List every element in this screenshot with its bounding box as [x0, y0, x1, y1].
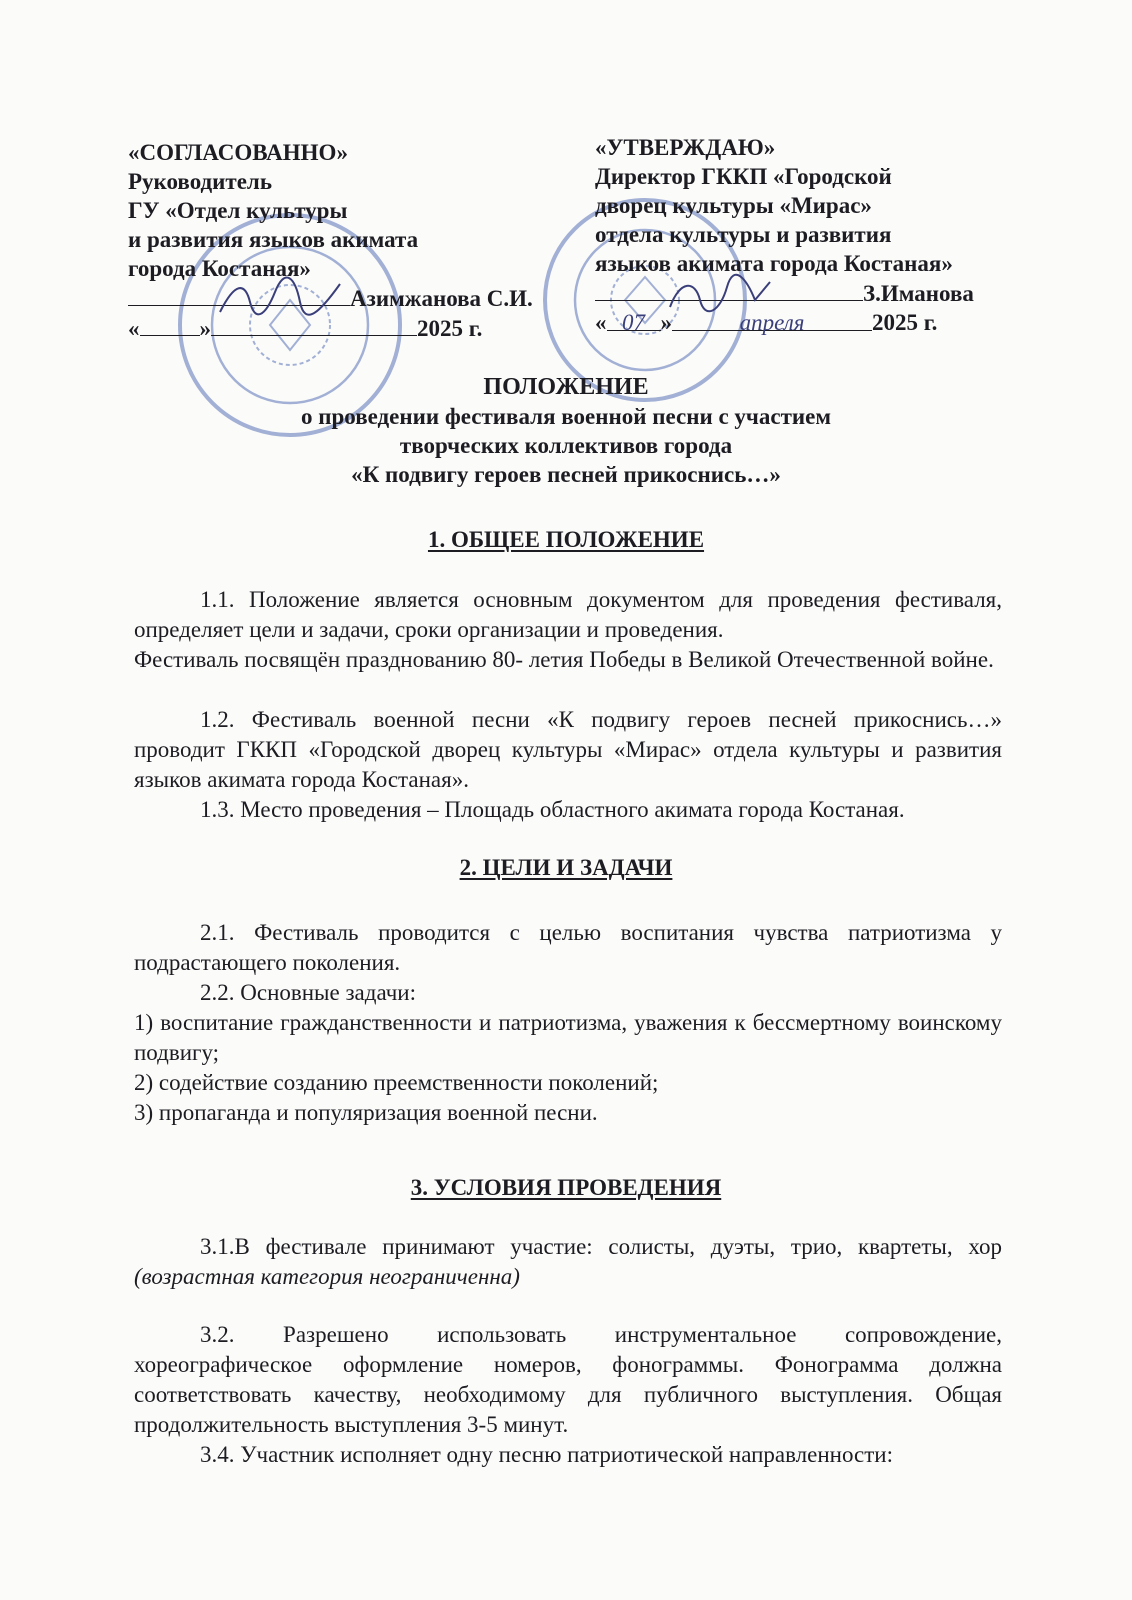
document-title-line-3: «К подвигу героев песней прикоснись…» [351, 462, 781, 487]
signature-left [215, 272, 345, 322]
section-2-heading: 2. ЦЕЛИ И ЗАДАЧИ [459, 855, 673, 880]
approval-right-line-2: Директор ГККП «Городской [595, 164, 892, 189]
approval-right-line-4: отдела культуры и развития [595, 222, 892, 247]
approval-right-line-3: дворец культуры «Мирас» [595, 193, 872, 218]
paragraph-3-1 [134, 1232, 1002, 1292]
list-item-2-1: 1) воспитание гражданственности и патриотизма, уважения к бессмертному воинскому подвигу; [134, 1010, 1002, 1065]
approval-right-date-line [595, 308, 1015, 337]
approval-right-date-year: 2025 г. [872, 310, 938, 335]
list-item-2-3: 3) пропаганда и популяризация военной песни. [134, 1100, 598, 1125]
paragraph-3-1-italic: (возрастная категория неограниченна) [134, 1264, 520, 1289]
paragraph-3-1-text: 3.1.В фестивале принимают участие: солисты, дуэты, трио, квартеты, хор [200, 1234, 1002, 1259]
section-3-heading: 3. УСЛОВИЯ ПРОВЕДЕНИЯ [410, 1175, 722, 1200]
approval-left-line-3: ГУ «Отдел культуры [128, 198, 348, 223]
paragraph-3-2: 3.2. Разрешено использовать инструментальное сопровождение, хореографическое оформление номеров, фонограммы. Фонограмма должна соответствовать качеству, необходимому для публичного выступления. Общая продолжительность выступления 3-5 минут. [134, 1322, 1002, 1437]
section-1-heading: 1. ОБЩЕЕ ПОЛОЖЕНИЕ [427, 527, 705, 552]
approval-block-right [595, 133, 1015, 337]
approval-left-signer: Азимжанова С.И. [350, 286, 533, 311]
approval-right-line-5: языков акимата города Костаная» [595, 251, 953, 276]
approval-left-line-2: Руководитель [128, 169, 272, 194]
document-title-line-2: творческих коллективов города [399, 433, 733, 458]
paragraph-3-4: 3.4. Участник исполняет одну песню патриотической направленности: [200, 1442, 894, 1467]
approval-left-line-1: «СОГЛАСОВАННО» [128, 140, 348, 165]
approval-right-line-1: «УТВЕРЖДАЮ» [595, 135, 776, 160]
paragraph-2-2: 2.2. Основные задачи: [200, 980, 417, 1005]
date-close-quote: » [660, 310, 672, 335]
paragraph-1-3: 1.3. Место проведения – Площадь областного акимата города Костаная. [200, 797, 905, 822]
approval-left-date-year: 2025 г. [417, 316, 483, 341]
document-title-line-1: о проведении фестиваля военной песни с участием [300, 404, 832, 429]
date-open-quote: « [128, 316, 140, 341]
paragraph-1-1b: Фестиваль посвящён празднованию 80- летия Победы в Великой Отечественной войне. [134, 647, 994, 672]
document-title [0, 373, 1132, 489]
paragraph-1-1: 1.1. Положение является основным документом для проведения фестиваля, определяет цели и задачи, сроки организации и проведения. [134, 587, 1002, 642]
approval-right-date-day: 07 [607, 308, 661, 331]
list-item-2-2: 2) содействие созданию преемственности поколений; [134, 1070, 659, 1095]
approval-right-signer: З.Иманова [863, 281, 974, 306]
approval-left-line-5: города Костаная» [128, 256, 311, 281]
paragraph-2-1: 2.1. Фестиваль проводится с целью воспитания чувства патриотизма у подрастающего поколения. [134, 920, 1002, 975]
signature-right [665, 272, 775, 317]
approval-right-signature-line [595, 278, 1015, 308]
document-title-main: ПОЛОЖЕНИЕ [483, 374, 649, 400]
paragraph-1-2: 1.2. Фестиваль военной песни «К подвигу героев песней прикоснись…» проводит ГККП «Городской дворец культуры «Мирас» отдела культуры и развития языков акимата города Костаная». [134, 707, 1002, 792]
approval-right-date-month: апреля [672, 308, 872, 331]
date-close-quote: » [199, 316, 211, 341]
approval-left-line-4: и развития языков акимата [128, 227, 419, 252]
date-open-quote: « [595, 310, 607, 335]
